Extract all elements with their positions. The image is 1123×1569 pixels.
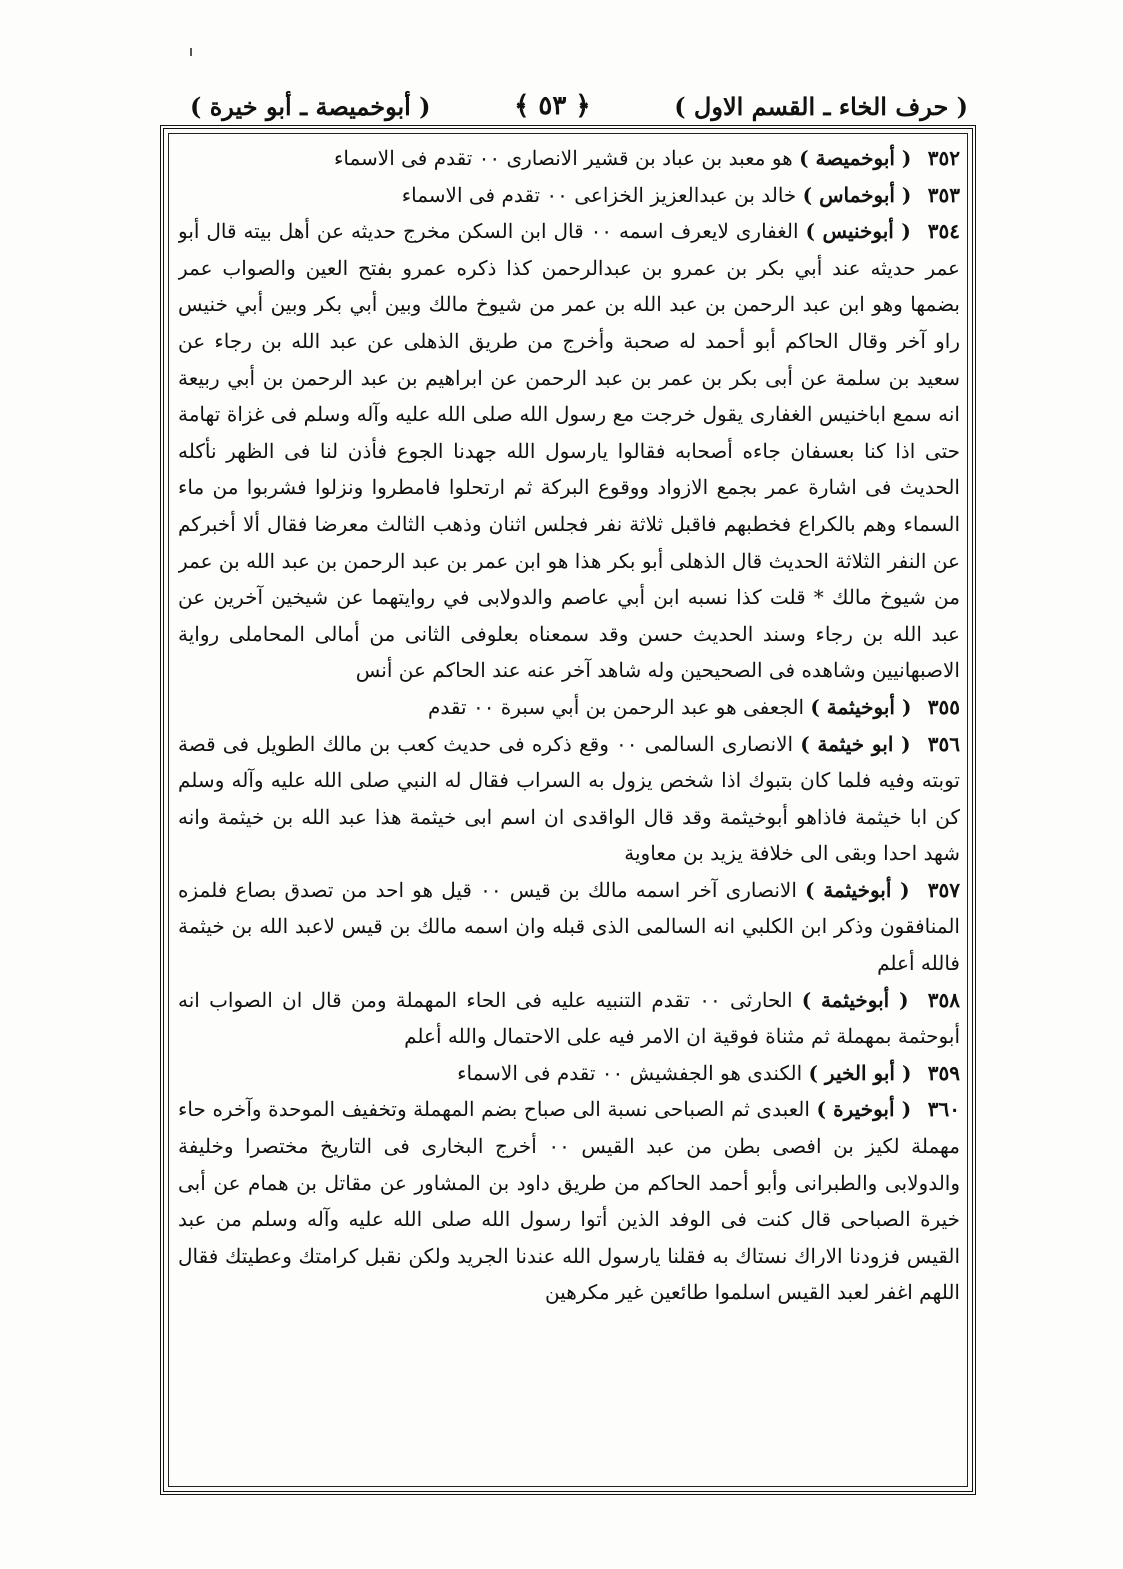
entry-number: ٣٥٦	[927, 731, 960, 756]
entry-number: ٣٦٠	[927, 1097, 960, 1122]
entry-name: ( أبوخيرة )	[816, 1097, 912, 1122]
header-entries-range: ( أبوخميصة ـ أبو خيرة )	[190, 91, 431, 121]
entry-name: ( أبوخماس )	[802, 182, 912, 207]
entry-text: العبدى ثم الصباحى نسبة الى صباح بضم المهملة وتخفيف الموحدة وآخره حاء مهملة لكيز بن افصى بطن من عبد القيس ٠٠ أخرج البخارى فى التاريخ مختصرا وخليفة والدولابى والطبرانى وأبو أحمد الحاكم من طريق داود بن المشاور عن مقاتل بن همام عن أبى خيرة الصباحى قال كنت فى الوفد الذين أتوا رسول الله صلى الله عليه وآله وسلم من عبد القيس فزودنا الاراك نستاك به فقلنا يارسول الله عندنا الجريد ولكن نقبل كرامتك وعطيتك فقال اللهم اغفر لعبد القيس اسلموا طائعين غير مكرهين	[178, 1097, 960, 1305]
page-header	[190, 82, 968, 130]
entry-359	[178, 1055, 960, 1092]
entry-text: هو معبد بن عباد بن قشير الانصارى ٠٠ تقدم فى الاسماء	[333, 146, 800, 170]
entry-number: ٣٥٤	[927, 219, 960, 244]
entry-text: خالد بن عبدالعزيز الخزاعى ٠٠ تقدم فى الاسماء	[401, 182, 803, 207]
entry-text: الحارثى ٠٠ تقدم التنبيه عليه فى الحاء المهملة ومن قال ان الصواب انه أبوحثمة بمهملة ثم مثناة فوقية ان الامر فيه على الاحتمال والله أعلم	[178, 987, 960, 1049]
entry-355	[178, 689, 960, 726]
entry-357	[178, 872, 960, 982]
entry-text: الجعفى هو عبد الرحمن بن أبي سبرة ٠٠ تقدم	[428, 694, 811, 719]
scan-mark	[190, 48, 192, 56]
entry-number: ٣٥٨	[927, 987, 960, 1012]
entry-text: الانصارى السالمى ٠٠ وقع ذكره فى حديث كعب بن مالك الطويل فى قصة توبته وفيه فلما كان بتبوك اذا شخص يزول به السراب فقال له النبي صلى الله عليه وآله وسلم كن ابا خيثمة فاذاهو أبوخيثمة وقد قال الواقدى ان اسم ابى خيثمة هذا عبد الله بن خيثمة وانه شهد احدا وبقى الى خلافة يزيد بن معاوية	[178, 731, 960, 866]
entry-352	[178, 140, 960, 177]
header-chapter: ( حرف الخاء ـ القسم الاول )	[674, 91, 968, 121]
page-body	[178, 140, 960, 1480]
entry-text: الغفارى لايعرف اسمه ٠٠ قال ابن السكن مخرج حديثه عن أهل بيته قال أبو عمر حديثه عند أبي بكر بن عمرو بن عبدالرحمن كذا ذكره عمرو بفتح العين والصواب عمر بضمها وهو ابن عبد الرحمن بن عبد الله بن عمر من شيوخ مالك وبين أبي بكر وبين أبي خنيس راو آخر وقال الحاكم أبو أحمد له صحبة وأخرج من طريق الذهلى عن عبد الله بن رجاء عن سعيد بن سلمة عن أبى بكر بن عمر بن عبد الرحمن عن ابراهيم بن عبد الرحمن بن أبي ربيعة انه سمع اباخنيس الغفارى يقول خرجت مع رسول الله صلى الله عليه وآله وسلم فى غزاة تهامة حتى اذا كنا بعسفان جاءه أصحابه فقالوا يارسول الله جهدنا الجوع فأذن لنا فى الظهر نأكله الحديث فى اشارة عمر بجمع الازواد ووقوع البركة ثم ارتحلوا فامطروا ونزلوا فشربوا من ماء السماء وهم بالكراع فخطبهم فاقبل ثلاثة نفر فجلس اثنان وذهب الثالث معرضا فقال ألا أخبركم عن النفر الثلاثة الحديث قال الذهلى أبو بكر هذا هو ابن عمر بن عبد الرحمن بن عبد الله بن عمر من شيوخ مالك * قلت كذا نسبه ابن أبي عاصم والدولابى في روايتهما عن شيخين آخرين عن عبد الله بن رجاء وسند الحديث حسن وقد سمعناه بعلوفى الثانى من أمالى المحاملى رواية الاصبهانيين وشاهده فى الصحيحين وله شاهد آخر عنه عند الحاكم عن أنس	[178, 219, 960, 683]
entry-358	[178, 982, 960, 1055]
entry-number: ٣٥٧	[927, 877, 960, 902]
entry-name: ( أبوخنيس )	[805, 219, 911, 244]
entry-name: ( أبوخيثمة )	[801, 987, 909, 1012]
entry-356	[178, 726, 960, 872]
entry-text: الانصارى آخر اسمه مالك بن قيس ٠٠ قيل هو احد من تصدق بصاع فلمزه المنافقون وذكر ابن الكلبي انه السالمى الذى قبله وان اسمه مالك بن قيس لاعبد الله بن خيثمة فالله أعلم	[178, 877, 960, 976]
entry-number: ٣٥٥	[927, 694, 960, 719]
entry-360	[178, 1091, 960, 1311]
entry-353	[178, 177, 960, 214]
page-number: ﴿ ٥٣ ﴾	[514, 91, 591, 121]
entry-name: ( أبوخيثمة )	[805, 877, 910, 902]
entry-name: ( أبوخيثمة )	[810, 694, 912, 719]
entry-text: الكندى هو الجفشيش ٠٠ تقدم فى الاسماء	[457, 1060, 809, 1085]
entry-number: ٣٥٩	[927, 1060, 960, 1085]
entry-name: ( أبو الخير )	[808, 1060, 912, 1085]
entry-name: ( ابو خيثمة )	[800, 731, 911, 756]
entry-number: ٣٥٣	[927, 182, 960, 207]
entry-354	[178, 213, 960, 689]
entry-name: ( أبوخميصة )	[799, 146, 912, 170]
entry-number: ٣٥٢	[927, 146, 960, 170]
